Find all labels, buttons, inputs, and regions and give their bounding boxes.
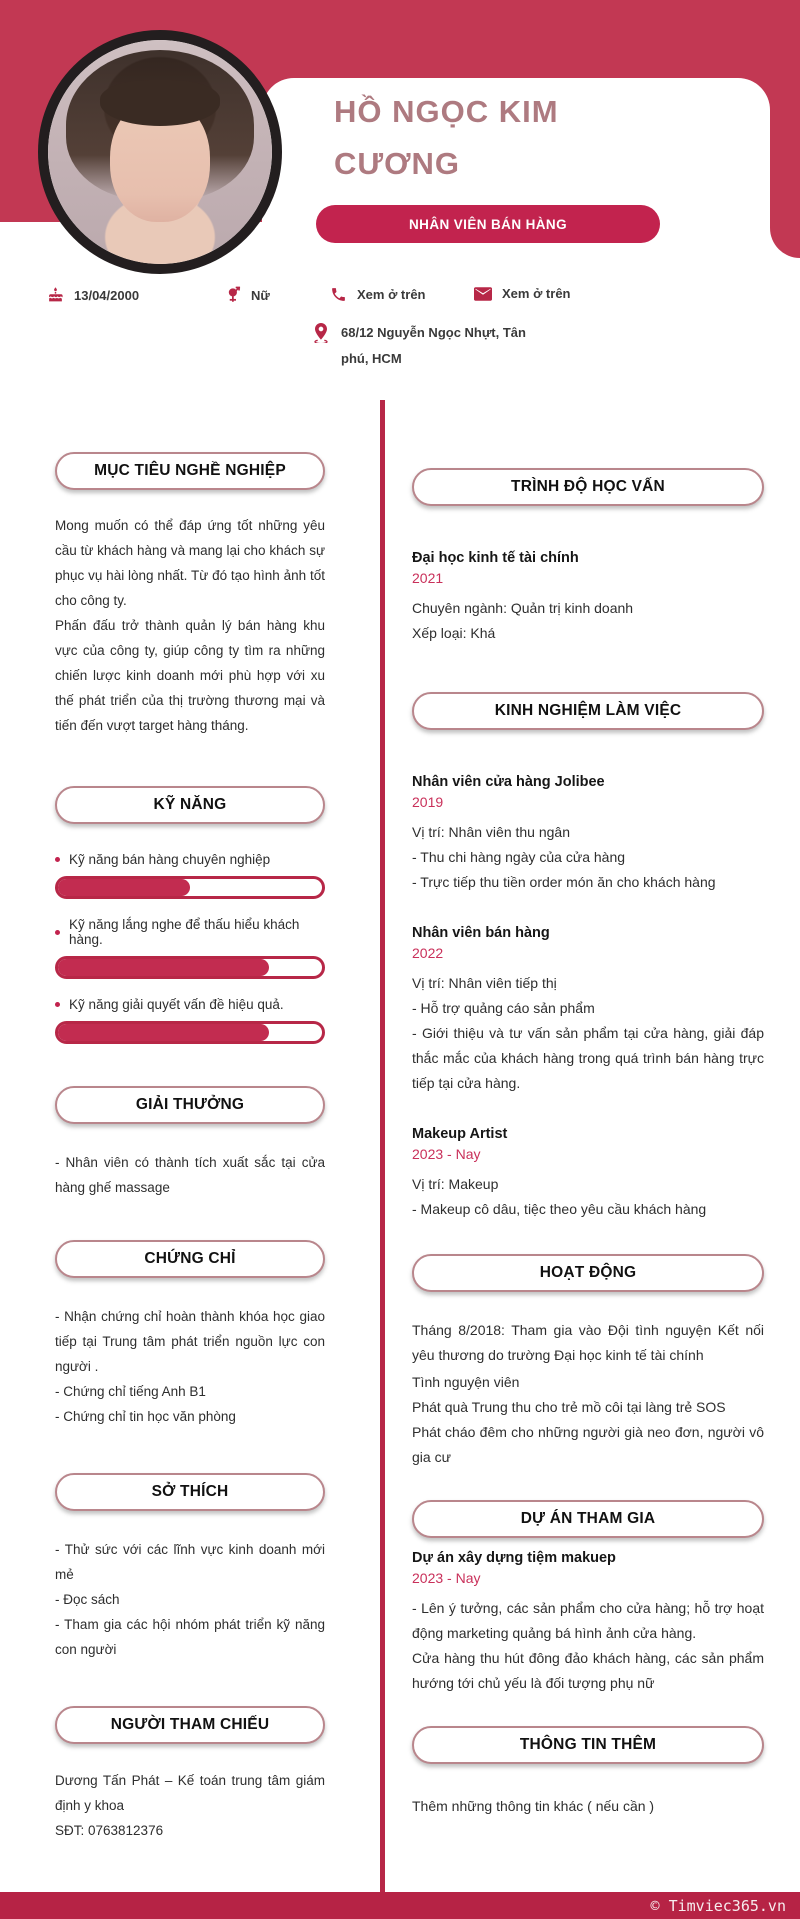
experience-line: - Trực tiếp thu tiền order món ăn cho khách hàng: [412, 874, 716, 890]
section-title-activities: HOẠT ĐỘNG: [412, 1254, 764, 1292]
skill-progress-fill: [58, 879, 190, 896]
experience-entry: [412, 1126, 764, 1222]
skill-label-row: [55, 917, 325, 947]
column-divider: [380, 400, 385, 1892]
right-column: [412, 468, 764, 1819]
experience-line: - Makeup cô dâu, tiệc theo yêu cầu khách hàng: [412, 1201, 707, 1217]
footer-bar: [0, 1892, 800, 1919]
activity-line: Tháng 8/2018: Tham gia vào Đội tình nguyện Kết nối yêu thương do trường Đại học kinh tế tài chính: [412, 1322, 764, 1363]
education-school: Đại học kinh tế tài chính: [412, 550, 579, 566]
avatar-bangs: [100, 80, 220, 126]
experience-entry: [412, 925, 764, 1096]
certificate-item: - Nhận chứng chỉ hoàn thành khóa học giao tiếp tại Trung tâm phát triển nguồn lực con người .: [55, 1309, 325, 1374]
experience-line: - Thu chi hàng ngày của cửa hàng: [412, 849, 626, 865]
gender-icon: [226, 286, 241, 305]
job-title-badge: [316, 205, 660, 243]
skill-progressbar: [55, 1021, 325, 1044]
objective-paragraph-2: Phấn đấu trở thành quản lý bán hàng khu vực của công ty, giúp công ty tìm ra những chiến lược kinh doanh mới phù hợp với xu thế phát triển của thị trường thương mại và tiến đến vượt target hàng tháng.: [55, 618, 325, 733]
section-title-experience: KINH NGHIỆM LÀM VIỆC: [412, 692, 764, 730]
contact-phone: [330, 286, 426, 303]
education-year: 2021: [412, 570, 444, 586]
certificate-item: - Chứng chỉ tiếng Anh B1: [55, 1384, 206, 1399]
skill-label-row: [55, 852, 325, 867]
address-line-1: 68/12 Nguyễn Ngọc Nhựt, Tân: [341, 325, 526, 340]
hobby-item: - Đọc sách: [55, 1592, 120, 1607]
certificate-item: - Chứng chỉ tin học văn phòng: [55, 1409, 236, 1424]
section-title-certificates: CHỨNG CHỈ: [55, 1240, 325, 1278]
experience-role: Nhân viên bán hàng: [412, 925, 550, 941]
section-certificates: [55, 1240, 325, 1429]
project-year: 2023 - Nay: [412, 1570, 481, 1586]
footer-brand: © Timviec365.vn: [650, 1896, 786, 1915]
skill-label: Kỹ năng lắng nghe để thấu hiểu khách hàng.: [69, 917, 300, 947]
experience-line: - Hỗ trợ quảng cáo sản phẩm: [412, 1000, 595, 1016]
education-major: Chuyên ngành: Quản trị kinh doanh: [412, 600, 634, 616]
phone-icon: [330, 286, 347, 303]
experience-entry: [412, 774, 764, 895]
project-line: Cửa hàng thu hút đông đảo khách hàng, các sản phẩm hướng tới chủ yếu là đối tượng phụ nữ: [412, 1650, 764, 1691]
project-name: Dự án xây dựng tiệm makuep: [412, 1550, 616, 1566]
job-title: NHÂN VIÊN BÁN HÀNG: [409, 216, 567, 232]
header-corner-decoration: [770, 0, 800, 258]
skill-label: Kỹ năng giải quyết vấn đề hiệu quả.: [69, 997, 284, 1012]
skill-label: Kỹ năng bán hàng chuyên nghiệp: [69, 852, 271, 867]
contact-birthday: [47, 286, 139, 304]
section-title-more-info: THÔNG TIN THÊM: [412, 1726, 764, 1764]
education-grade: Xếp loại: Khá: [412, 625, 496, 641]
mail-icon: [474, 287, 492, 301]
skill-item: [55, 917, 325, 979]
left-column: [55, 452, 325, 1843]
skill-progressbar: [55, 956, 325, 979]
activity-line: Phát quà Trung thu cho trẻ mồ côi tại làng trẻ SOS: [412, 1399, 726, 1415]
gender-value: Nữ: [251, 288, 270, 303]
hobby-item: - Thử sức với các lĩnh vực kinh doanh mới mẻ: [55, 1542, 325, 1582]
experience-year: 2022: [412, 945, 444, 961]
name-line-1: HỒ NGỌC KIM: [334, 94, 559, 129]
section-title-projects: DỰ ÁN THAM GIA: [412, 1500, 764, 1538]
section-more-info: [412, 1726, 764, 1819]
section-experience: [412, 692, 764, 1222]
section-title-references: NGƯỜI THAM CHIẾU: [55, 1706, 325, 1744]
contact-email: [474, 286, 571, 301]
address-lines: [341, 320, 526, 372]
skill-progressbar: [55, 876, 325, 899]
skill-item: [55, 997, 325, 1044]
experience-role: Nhân viên cửa hàng Jolibee: [412, 774, 605, 790]
bullet-dot-icon: [55, 930, 60, 935]
hobby-item: - Tham gia các hội nhóm phát triển kỹ năng con người: [55, 1617, 325, 1657]
activity-line: Phát cháo đêm cho những người già neo đơn, người vô gia cư: [412, 1424, 764, 1465]
experience-line: Vị trí: Nhân viên thu ngân: [412, 824, 570, 840]
reference-person: Dương Tấn Phát – Kế toán trung tâm giám định y khoa: [55, 1773, 325, 1813]
award-text: - Nhân viên có thành tích xuất sắc tại cửa hàng ghế massage: [55, 1155, 325, 1195]
contact-row: [0, 286, 800, 308]
section-references: [55, 1706, 325, 1843]
section-projects: [412, 1500, 764, 1696]
name-line-2: CƯƠNG: [334, 146, 461, 181]
experience-line: Vị trí: Makeup: [412, 1176, 499, 1192]
section-title-awards: GIẢI THƯỞNG: [55, 1086, 325, 1124]
address-line-2: phú, HCM: [341, 351, 402, 366]
reference-phone: SĐT: 0763812376: [55, 1823, 164, 1838]
bullet-dot-icon: [55, 857, 60, 862]
section-title-skills: KỸ NĂNG: [55, 786, 325, 824]
candidate-name: [334, 86, 754, 190]
skill-item: [55, 852, 325, 899]
more-info-text: Thêm những thông tin khác ( nếu cần ): [412, 1798, 655, 1814]
section-activities: [412, 1254, 764, 1470]
email-value: Xem ở trên: [502, 286, 571, 301]
section-education: [412, 468, 764, 646]
bullet-dot-icon: [55, 1002, 60, 1007]
experience-line: - Giới thiệu và tư vấn sản phẩm tại cửa hàng, giải đáp thắc mắc của khách hàng trong quá trình bán hàng trực tiếp tại cửa hàng.: [412, 1025, 764, 1091]
skill-progress-fill: [58, 1024, 269, 1041]
skill-label-row: [55, 997, 325, 1012]
experience-line: Vị trí: Nhân viên tiếp thị: [412, 975, 557, 991]
objective-paragraph-1: Mong muốn có thể đáp ứng tốt những yêu cầu từ khách hàng và mang lại cho khách sự phục vụ hài lòng nhất. Từ đó tạo hình ảnh tốt cho công ty.: [55, 518, 325, 608]
section-hobbies: [55, 1473, 325, 1662]
location-pin-icon: [313, 323, 329, 372]
section-title-objective: MỤC TIÊU NGHỀ NGHIỆP: [55, 452, 325, 490]
experience-year: 2019: [412, 794, 444, 810]
avatar: [38, 30, 282, 274]
birthday-cake-icon: [47, 286, 64, 304]
birthday-value: 13/04/2000: [74, 287, 140, 303]
section-awards: [55, 1086, 325, 1200]
contact-address: [313, 320, 526, 372]
section-title-hobbies: SỞ THÍCH: [55, 1473, 325, 1511]
skill-progress-fill: [58, 959, 269, 976]
experience-role: Makeup Artist: [412, 1126, 508, 1142]
contact-gender: [226, 286, 270, 305]
experience-year: 2023 - Nay: [412, 1146, 481, 1162]
project-line: - Lên ý tưởng, các sản phẩm cho cửa hàng; hỗ trợ hoạt động marketing quảng bá hình ảnh cửa hàng.: [412, 1600, 764, 1641]
section-title-education: TRÌNH ĐỘ HỌC VẤN: [412, 468, 764, 506]
activity-line: Tình nguyện viên: [412, 1374, 520, 1390]
phone-value: Xem ở trên: [357, 287, 426, 302]
section-skills: [55, 786, 325, 1044]
section-objective: [55, 452, 325, 738]
